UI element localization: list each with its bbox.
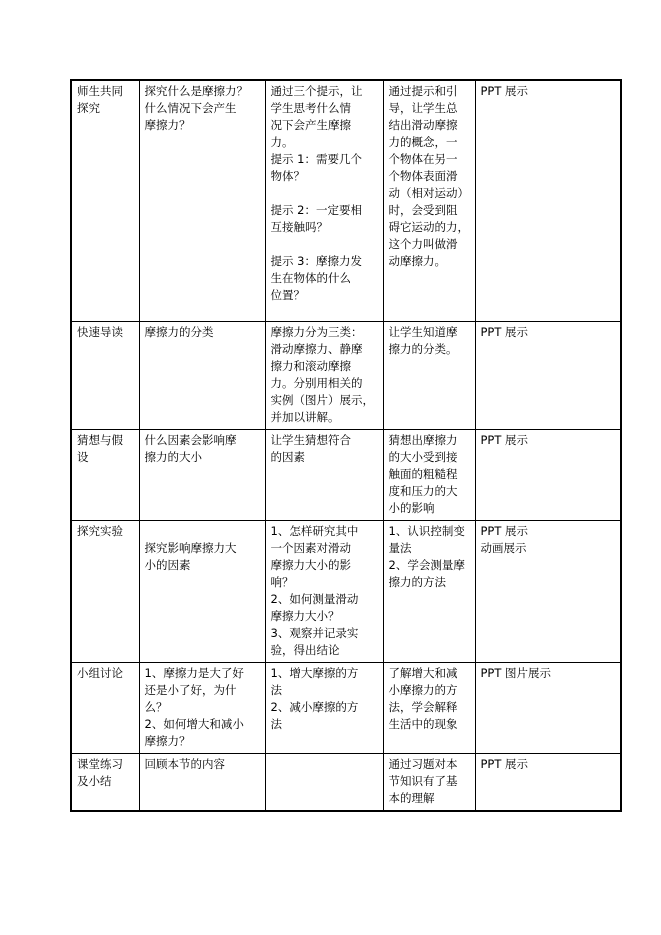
table-row [71, 753, 621, 811]
lesson-plan-table [70, 79, 622, 812]
teacher-activity-cell: 1、增大摩擦的方 法 2、减小摩擦的方 法 [265, 662, 383, 753]
student-activity-cell: 猜想出摩擦力 的大小受到接 触面的粗糙程 度和压力的大 小的影响 [383, 429, 475, 520]
media-cell: PPT 展示 动画展示 [475, 520, 621, 662]
media-cell: PPT 展示 [475, 429, 621, 520]
teacher-activity-cell: 1、怎样研究其中 一个因素对滑动 摩擦力大小的影 响？ 2、如何测量滑动 摩擦力大小？ 3、观察并记录实 验，得出结论 [265, 520, 383, 662]
stage-cell: 课堂练习 及小结 [71, 753, 139, 811]
media-cell: PPT 图片展示 [475, 662, 621, 753]
content-cell: 摩擦力的分类 [139, 321, 265, 429]
content-cell: 探究影响摩擦力大 小的因素 [139, 520, 265, 662]
table-row [71, 321, 621, 429]
student-activity-cell: 了解增大和减 小摩擦力的方 法，学会解释 生活中的现象 [383, 662, 475, 753]
teacher-activity-cell: 摩擦力分为三类： 滑动摩擦力、静摩 擦力和滚动摩擦 力。分别用相关的 实例（图片）展示， 并加以讲解。 [265, 321, 383, 429]
content-cell: 探究什么是摩擦力？ 什么情况下会产生 摩擦力？ [139, 80, 265, 321]
table-row [71, 662, 621, 753]
student-activity-cell: 让学生知道摩 擦力的分类。 [383, 321, 475, 429]
stage-cell: 探究实验 [71, 520, 139, 662]
media-cell: PPT 展示 [475, 80, 621, 321]
table-row [71, 429, 621, 520]
stage-cell: 师生共同 探究 [71, 80, 139, 321]
content-cell: 1、摩擦力是大了好 还是小了好，为什 么？ 2、如何增大和减小 摩擦力？ [139, 662, 265, 753]
teacher-activity-cell [265, 753, 383, 811]
stage-cell: 小组讨论 [71, 662, 139, 753]
stage-cell: 快速导读 [71, 321, 139, 429]
media-cell: PPT 展示 [475, 753, 621, 811]
media-cell: PPT 展示 [475, 321, 621, 429]
content-cell: 什么因素会影响摩 擦力的大小 [139, 429, 265, 520]
student-activity-cell: 通过提示和引 导，让学生总 结出滑动摩擦 力的概念，一 个物体在另一 个物体表面滑 动（相对运动） 时，会受到阻 碍它运动的力， 这个力叫做滑 动摩擦力。 [383, 80, 475, 321]
stage-cell: 猜想与假 设 [71, 429, 139, 520]
table-row [71, 80, 621, 321]
teacher-activity-cell: 让学生猜想符合 的因素 [265, 429, 383, 520]
table-row [71, 520, 621, 662]
content-cell: 回顾本节的内容 [139, 753, 265, 811]
student-activity-cell: 1、认识控制变 量法 2、学会测量摩 擦力的方法 [383, 520, 475, 662]
student-activity-cell: 通过习题对本 节知识有了基 本的理解 [383, 753, 475, 811]
teacher-activity-cell: 通过三个提示，让 学生思考什么情 况下会产生摩擦 力。 提示 1：需要几个 物体？ 提示 2：一定要相 互接触吗？ 提示 3：摩擦力发 生在物体的什么 位置？ [265, 80, 383, 321]
